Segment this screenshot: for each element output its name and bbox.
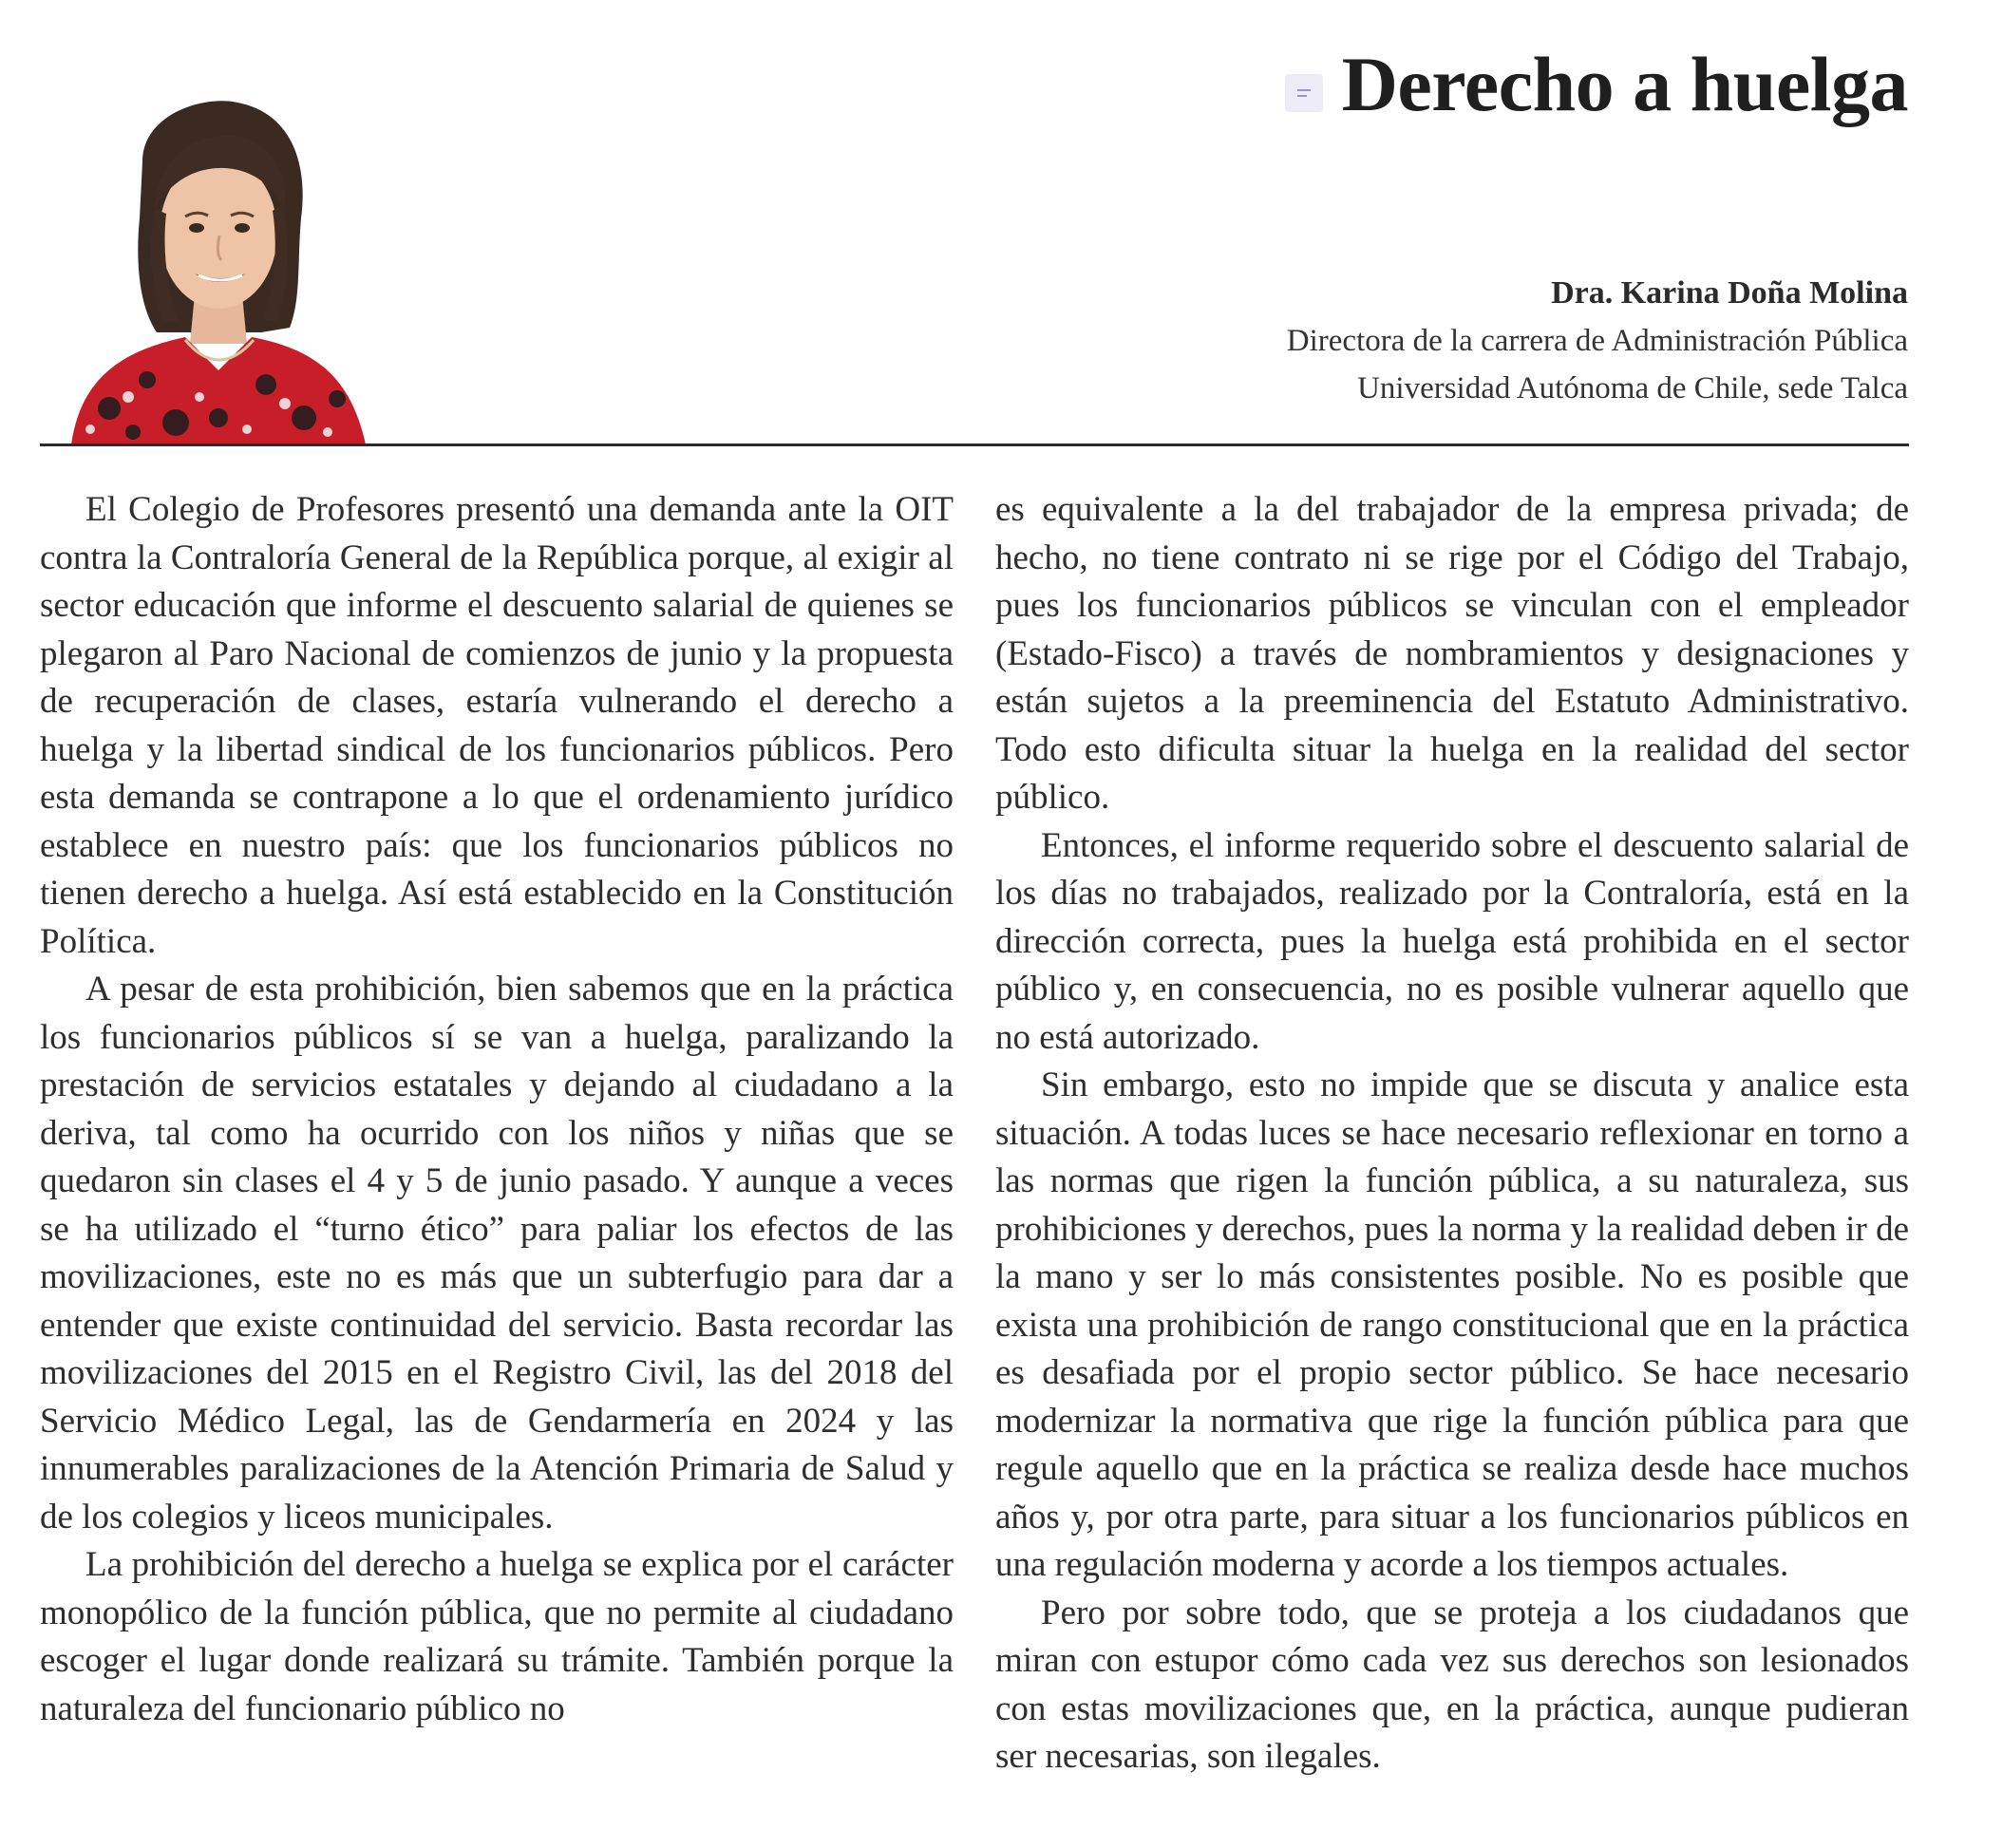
paragraph: es equivalente a la del trabajador de la empresa privada; de hecho, no tiene contrato ni se rige por el Código del Trabajo, pues los funcionarios públicos se vinculan con el empleador (Estado-Fisco) a través de nombramientos y designaciones y están sujetos a la preeminencia del Estatuto Administrativo. Todo esto dificulta situar la huelga en la realidad del sector público.: [995, 490, 1909, 817]
author-name: Dra. Karina Doña Molina: [1551, 275, 1908, 311]
article-column-left: [40, 486, 954, 1733]
paragraph: Entonces, el informe requerido sobre el descuento salarial de los días no trabajados, realizado por la Contraloría, está en la dirección correcta, pues la huelga está prohibida en el sector público y, en consecuencia, no es posible vulnerar aquello que no está autorizado.: [995, 825, 1909, 1057]
header-divider: [40, 443, 1909, 446]
paragraph: La prohibición del derecho a huelga se explica por el carácter monopólico de la función pública, que no permite al ciudadano escoger el lugar donde realizará su trámite. También porque la naturaleza del funcionario público no: [40, 1545, 954, 1728]
author-byline: [1287, 270, 1908, 412]
note-icon[interactable]: [1285, 74, 1323, 112]
paragraph: Pero por sobre todo, que se proteja a los ciudadanos que miran con estupor cómo cada vez sus derechos son lesionados con estas movilizaciones que, en la práctica, aunque pudieran ser necesarias, son ilegales.: [995, 1593, 1909, 1776]
paragraph: Sin embargo, esto no impide que se discuta y analice esta situación. A todas luces se hace necesario reflexionar en torno a las normas que rigen la función pública, a su naturaleza, sus prohibiciones y derechos, pues la norma y la realidad deben ir de la mano y ser lo más consistentes posible. No es posible que exista una prohibición de rango constitucional que en la práctica es desafiada por el propio sector público. Se hace necesario modernizar la normativa que rige la función pública para que regule aquello que en la práctica se realiza desde hace muchos años y, por otra parte, para situar a los funcionarios públicos en una regulación moderna y acorde a los tiempos actuales.: [995, 1065, 1909, 1584]
portrait-illustration: [52, 95, 375, 444]
paragraph: El Colegio de Profesores presentó una demanda ante la OIT contra la Contraloría General de la República porque, al exigir al sector educación que informe el descuento salarial de quienes se plegaron al Paro Nacional de comienzos de junio y la propuesta de recuperación de clases, estaría vulnerando el derecho a huelga y la libertad sindical de los funcionarios públicos. Pero esta demanda se contrapone a lo que el ordenamiento jurídico establece en nuestro país: que los funcionarios públicos no tienen derecho a huelga. Así está establecido en la Constitución Política.: [40, 490, 954, 961]
author-portrait: [52, 95, 375, 444]
author-institution: Universidad Autónoma de Chile, sede Talca: [1357, 371, 1908, 405]
author-role: Directora de la carrera de Administración Pública: [1286, 324, 1908, 358]
article-title: Derecho a huelga: [1341, 41, 1908, 127]
paragraph: A pesar de esta prohibición, bien sabemos que en la práctica los funcionarios públicos sí se van a huelga, paralizando la prestación de servicios estatales y dejando al ciudadano a la deriva, tal como ha ocurrido con los niños y niñas que se quedaron sin clases el 4 y 5 de junio pasado. Y aunque a veces se ha utilizado el “turno ético” para paliar los efectos de las movilizaciones, este no es más que un subterfugio para dar a entender que existe continuidad del servicio. Basta recordar las movilizaciones del 2015 en el Registro Civil, las del 2018 del Servicio Médico Legal, las de Gendarmería en 2024 y las innumerables paralizaciones de la Atención Primaria de Salud y de los colegios y liceos municipales.: [40, 970, 954, 1537]
article-column-right: [995, 486, 1909, 1782]
